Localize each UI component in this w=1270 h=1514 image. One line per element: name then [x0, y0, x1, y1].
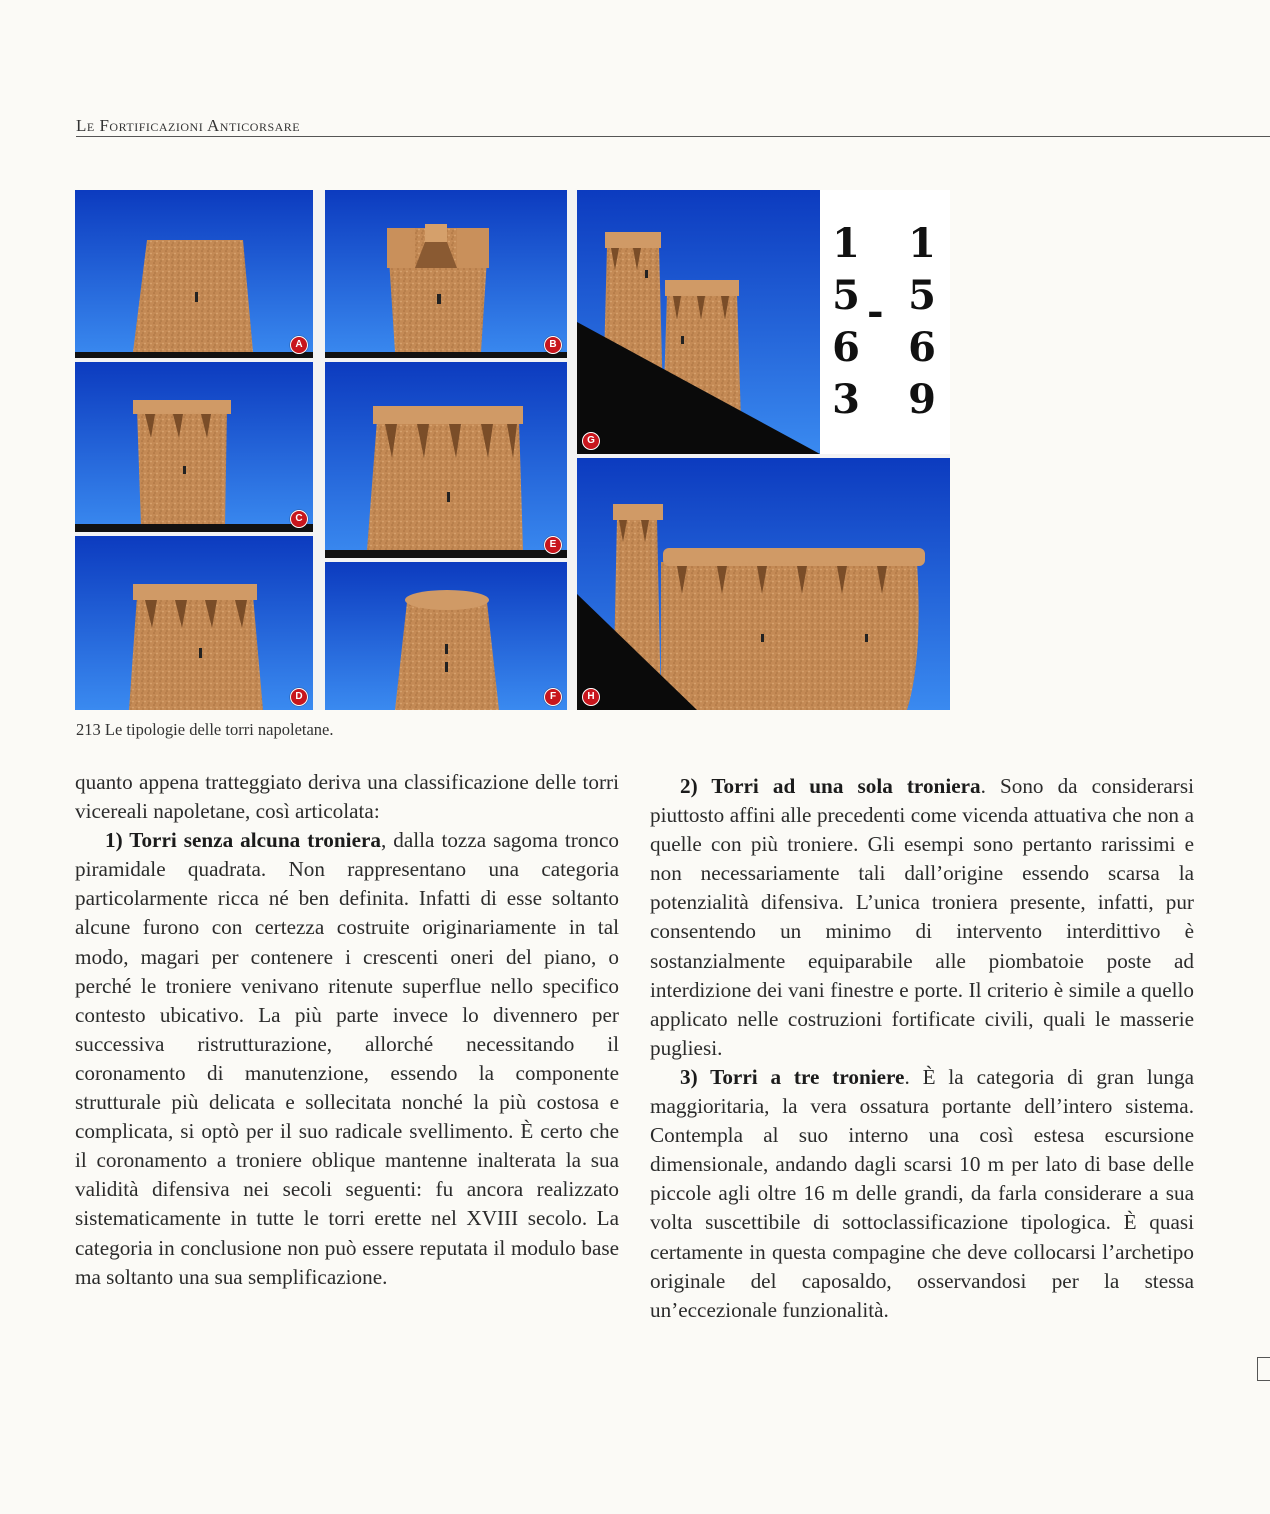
- panel-label-h: H: [582, 688, 600, 706]
- panel-label-c: C: [290, 510, 308, 528]
- paragraph-category-2: [650, 772, 1194, 1063]
- tower-c-illustration: [75, 362, 313, 532]
- tower-panel-g: [577, 190, 820, 454]
- tower-panel-a: [75, 190, 313, 358]
- year-end: [902, 218, 942, 426]
- text-column-right: [650, 772, 1194, 1325]
- tower-e-illustration: [325, 362, 567, 558]
- tower-panel-h: [577, 458, 950, 710]
- tower-h-illustration: [577, 458, 950, 710]
- tower-b-illustration: [325, 190, 567, 358]
- category-3-heading: 3) Torri a tre troniere: [680, 1064, 905, 1089]
- year-end-digit: 9: [908, 376, 936, 423]
- panel-label-f: F: [544, 688, 562, 706]
- running-header: Le Fortificazioni Anticorsare: [76, 116, 301, 135]
- year-start: [826, 218, 866, 426]
- tower-panel-b: [325, 190, 567, 358]
- panel-label-e: E: [544, 536, 562, 554]
- year-start-digit: 3: [832, 376, 860, 423]
- year-start-digit: 1: [832, 220, 860, 267]
- category-2-text: . Sono da considerarsi piuttosto affini alle precedenti come vicenda attuativa che non a quelle con più troniere. Gli esempi sono pertanto rarissimi e non necessariamente tali dall’origine essendo scarsa la potenzialità difensiva. L’unica troniera presente, infatti, pur consentendo un minimo di intervento interdittivo è sostanzialmente equiparabile alle piombatoie poste ad interdizione dei vani finestre e porte. Il criterio è simile a quello applicato nelle costruzioni fortificate civili, quali le masserie pugliesi.: [650, 774, 1194, 1060]
- tower-f-illustration: [325, 562, 567, 710]
- tower-d-illustration: [75, 536, 313, 710]
- panel-label-a: A: [290, 336, 308, 354]
- figure-plate: [75, 190, 950, 710]
- tower-panel-c: [75, 362, 313, 532]
- category-2-heading: 2) Torri ad una sola troniera: [680, 774, 981, 798]
- panel-label-d: D: [290, 688, 308, 706]
- category-1-text: , dalla tozza sagoma tronco piramidale quadrata. Non rappresentano una categoria particolarmente ricca né ben definita. Infatti di esse soltanto alcune furono con certezza costruite originariamente in tal modo, magari per contenere i crescenti oneri del piano, o perché le troniere venivano ritenute superflue nello specifico contesto ubicativo. La più parte invece lo divennero per successiva ristrutturazione, allorché necessitando il coronamento di manutenzione, essendo la componente strutturale più delicata e sollecitata nonché la più costosa e complicata, si optò per il suo radicale svellimento. È certo che il coronamento a troniere oblique mantenne inalterata la sua validità difensiva nei secoli seguenti: fu ancora realizzato sistematicamente in tutte le torri erette nel XVIII secolo. La categoria in conclusione non può essere reputata il modulo base ma soltanto una sua semplificazione.: [75, 828, 619, 1289]
- tower-panel-e: [325, 362, 567, 558]
- year-dash: -: [867, 288, 884, 335]
- header-rule: [76, 136, 1270, 137]
- year-start-digit: 5: [832, 272, 860, 319]
- paragraph-category-3: [650, 1063, 1194, 1325]
- tower-a-illustration: [75, 190, 313, 358]
- tower-panel-f: [325, 562, 567, 710]
- year-end-digit: 1: [908, 220, 936, 267]
- category-3-text: . È la categoria di gran lunga maggioritaria, la vera ossatura portante dell’intero sistema. Contempla al suo interno una così estesa escursione dimensionale, andando dagli scarsi 10 m per lato di base delle piccole agli oltre 16 m delle grandi, da farla considerare a sua volta suscettibile di sottoclassificazione tipologica. È quasi certamente in questa compagine che deve collocarsi l’archetipo originale del caposaldo, osservandosi per la stessa un’eccezionale funzionalità.: [650, 1064, 1194, 1322]
- panel-label-g: G: [582, 432, 600, 450]
- tower-g-illustration: [577, 190, 820, 454]
- paragraph-intro: quanto appena tratteggiato deriva una classificazione delle torri vicereali napoletane, così articolata:: [75, 770, 619, 824]
- tower-panel-d: [75, 536, 313, 710]
- panel-label-b: B: [544, 336, 562, 354]
- years-box: [820, 190, 950, 454]
- category-1-heading: 1) Torri senza alcuna troniera: [105, 828, 381, 853]
- paragraph-category-1: [75, 826, 619, 1292]
- figure-caption: 213 Le tipologie delle torri napoletane.: [76, 720, 334, 739]
- year-start-digit: 6: [832, 324, 860, 371]
- page-edge-mark: [1257, 1357, 1270, 1381]
- year-end-digit: 5: [908, 272, 936, 319]
- text-column-left: [75, 768, 619, 1292]
- year-end-digit: 6: [908, 324, 936, 371]
